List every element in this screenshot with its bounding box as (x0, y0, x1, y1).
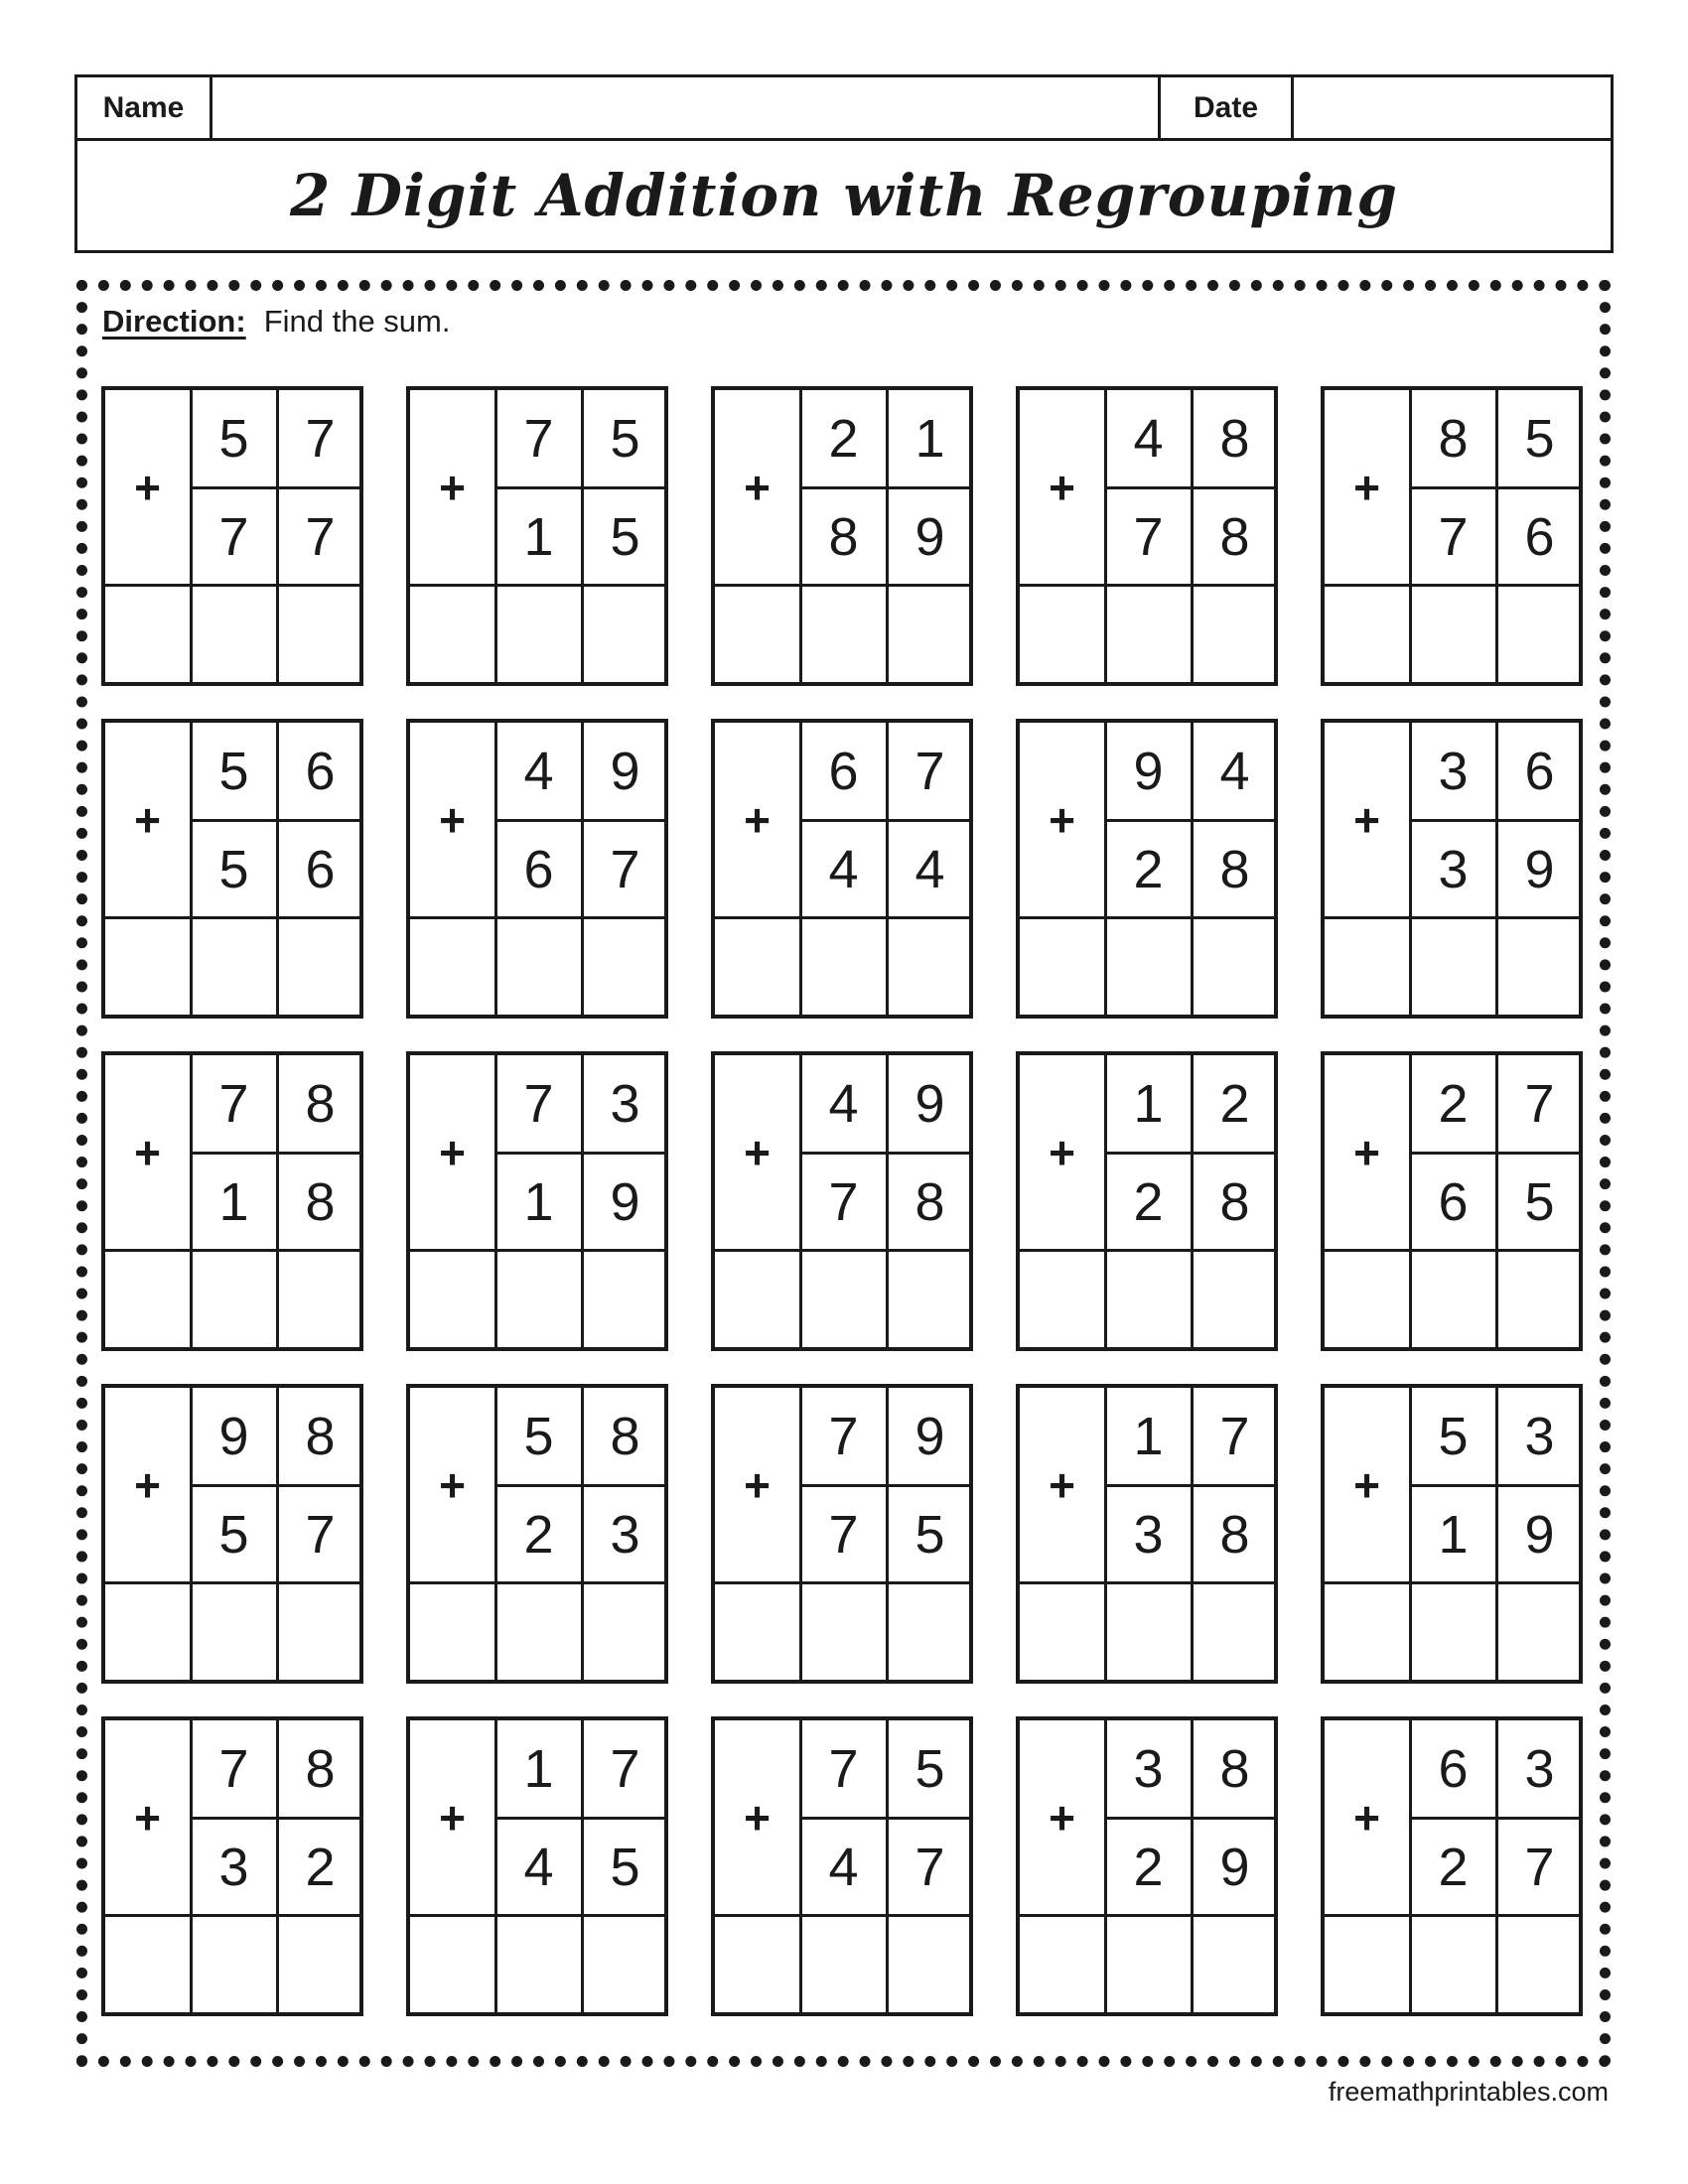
problem-box (406, 386, 668, 686)
answer-tens-cell[interactable] (802, 1252, 886, 1347)
answer-tens-cell[interactable] (1107, 587, 1191, 682)
direction (102, 304, 451, 340)
answer-ones-cell[interactable] (889, 1584, 969, 1680)
addend1-ones: 7 (1219, 1406, 1250, 1466)
plus-sign: + (134, 461, 161, 513)
answer-hundreds-cell[interactable] (715, 1584, 799, 1680)
answer-tens-cell[interactable] (497, 1252, 581, 1347)
addend1-tens: 5 (218, 408, 249, 469)
answer-ones-cell[interactable] (1498, 1917, 1579, 2012)
addend2-ones: 8 (1219, 506, 1250, 567)
answer-hundreds-cell[interactable] (105, 587, 190, 682)
direction-label: Direction: (102, 304, 246, 339)
plus-sign: + (1049, 1791, 1075, 1843)
plus-sign: + (439, 793, 466, 846)
addend2-tens: 2 (1133, 1837, 1164, 1897)
addend1-ones: 3 (1524, 1406, 1555, 1466)
problem-box (1321, 719, 1583, 1019)
problem-box (1016, 1051, 1278, 1351)
plus-sign: + (744, 793, 771, 846)
addend2-ones: 7 (914, 1837, 945, 1897)
answer-ones-cell[interactable] (1194, 587, 1274, 682)
addend1-ones: 4 (1219, 741, 1250, 801)
answer-hundreds-cell[interactable] (410, 1584, 494, 1680)
problem-box (406, 1384, 668, 1684)
answer-tens-cell[interactable] (497, 1917, 581, 2012)
plus-sign: + (744, 461, 771, 513)
answer-hundreds-cell[interactable] (410, 1917, 494, 2012)
answer-hundreds-cell[interactable] (1325, 919, 1409, 1015)
addend2-tens: 7 (828, 1171, 859, 1232)
addend2-tens: 4 (523, 1837, 554, 1897)
plus-sign: + (744, 1458, 771, 1511)
addend1-tens: 5 (523, 1406, 554, 1466)
addend2-ones: 8 (914, 1171, 945, 1232)
addend2-tens: 3 (1133, 1504, 1164, 1565)
answer-ones-cell[interactable] (279, 919, 359, 1015)
problem-box (1321, 1716, 1583, 2016)
problem-box (101, 1716, 363, 2016)
problem-box (1321, 1384, 1583, 1684)
problem-box (711, 1384, 973, 1684)
addend1-ones: 8 (305, 1073, 336, 1134)
addend1-ones: 2 (1219, 1073, 1250, 1134)
addend1-ones: 7 (914, 741, 945, 801)
addend1-tens: 7 (218, 1738, 249, 1799)
direction-text: Find the sum. (263, 304, 451, 339)
plus-sign: + (134, 793, 161, 846)
plus-sign: + (1353, 1126, 1380, 1178)
answer-ones-cell[interactable] (1194, 1917, 1274, 2012)
addend2-tens: 1 (523, 1171, 554, 1232)
answer-hundreds-cell[interactable] (410, 919, 494, 1015)
addend2-ones: 9 (1219, 1837, 1250, 1897)
answer-tens-cell[interactable] (193, 587, 276, 682)
answer-hundreds-cell[interactable] (715, 1917, 799, 2012)
addend2-tens: 7 (1438, 506, 1469, 567)
answer-hundreds-cell[interactable] (1020, 1584, 1104, 1680)
addend2-tens: 2 (1133, 839, 1164, 899)
addend1-ones: 8 (305, 1738, 336, 1799)
answer-tens-cell[interactable] (802, 587, 886, 682)
addend2-ones: 8 (305, 1171, 336, 1232)
addend2-ones: 7 (610, 839, 640, 899)
answer-tens-cell[interactable] (802, 919, 886, 1015)
addend2-ones: 9 (610, 1171, 640, 1232)
plus-sign: + (1353, 1791, 1380, 1843)
problem-box (101, 1051, 363, 1351)
addend1-ones: 9 (914, 1073, 945, 1134)
answer-tens-cell[interactable] (802, 1917, 886, 2012)
addend1-ones: 3 (1524, 1738, 1555, 1799)
addend2-tens: 3 (1438, 839, 1469, 899)
addend1-tens: 4 (1133, 408, 1164, 469)
answer-ones-cell[interactable] (279, 1917, 359, 2012)
answer-hundreds-cell[interactable] (715, 919, 799, 1015)
addend2-ones: 7 (305, 1504, 336, 1565)
addend1-ones: 5 (610, 408, 640, 469)
answer-ones-cell[interactable] (889, 587, 969, 682)
answer-tens-cell[interactable] (193, 1917, 276, 2012)
answer-hundreds-cell[interactable] (105, 1917, 190, 2012)
worksheet-header (74, 74, 1614, 253)
problem-box (101, 386, 363, 686)
addend1-tens: 6 (828, 741, 859, 801)
addend1-tens: 5 (218, 741, 249, 801)
answer-ones-cell[interactable] (279, 587, 359, 682)
problem-box (1321, 1051, 1583, 1351)
answer-hundreds-cell[interactable] (410, 1252, 494, 1347)
answer-tens-cell[interactable] (1412, 919, 1495, 1015)
problem-box (406, 719, 668, 1019)
answer-tens-cell[interactable] (1412, 1584, 1495, 1680)
name-label: Name (77, 77, 212, 138)
addend2-ones: 5 (610, 506, 640, 567)
addend2-tens: 5 (218, 839, 249, 899)
addend2-tens: 2 (523, 1504, 554, 1565)
addend2-ones: 2 (305, 1837, 336, 1897)
problem-box (1016, 386, 1278, 686)
answer-hundreds-cell[interactable] (105, 919, 190, 1015)
addend2-tens: 7 (1133, 506, 1164, 567)
plus-sign: + (1353, 1458, 1380, 1511)
problem-box (101, 719, 363, 1019)
answer-ones-cell[interactable] (889, 919, 969, 1015)
plus-sign: + (1049, 1126, 1075, 1178)
plus-sign: + (134, 1791, 161, 1843)
addend2-ones: 3 (610, 1504, 640, 1565)
answer-ones-cell[interactable] (584, 587, 664, 682)
answer-tens-cell[interactable] (1412, 1252, 1495, 1347)
addend1-ones: 8 (610, 1406, 640, 1466)
answer-ones-cell[interactable] (1194, 1584, 1274, 1680)
problem-box (711, 386, 973, 686)
addend1-tens: 4 (523, 741, 554, 801)
addend2-tens: 4 (828, 839, 859, 899)
addend1-ones: 6 (305, 741, 336, 801)
addend2-ones: 7 (305, 506, 336, 567)
answer-hundreds-cell[interactable] (1325, 1917, 1409, 2012)
answer-tens-cell[interactable] (1107, 1584, 1191, 1680)
problem-box (711, 1716, 973, 2016)
addend1-tens: 1 (1133, 1073, 1164, 1134)
addend2-tens: 5 (218, 1504, 249, 1565)
addend2-tens: 1 (218, 1171, 249, 1232)
answer-tens-cell[interactable] (497, 587, 581, 682)
answer-tens-cell[interactable] (1412, 1917, 1495, 2012)
plus-sign: + (1049, 461, 1075, 513)
addend1-ones: 5 (914, 1738, 945, 1799)
footer-site: freemathprintables.com (1328, 2077, 1609, 2107)
addend1-tens: 7 (828, 1738, 859, 1799)
date-field[interactable] (1294, 77, 1611, 138)
answer-ones-cell[interactable] (1498, 1584, 1579, 1680)
addend1-tens: 4 (828, 1073, 859, 1134)
addend2-tens: 6 (523, 839, 554, 899)
problem-box (1016, 1716, 1278, 2016)
answer-hundreds-cell[interactable] (105, 1252, 190, 1347)
addend2-ones: 8 (1219, 1504, 1250, 1565)
addend2-tens: 2 (1438, 1837, 1469, 1897)
plus-sign: + (1049, 1458, 1075, 1511)
addend2-ones: 8 (1219, 839, 1250, 899)
addend1-ones: 7 (305, 408, 336, 469)
answer-hundreds-cell[interactable] (715, 587, 799, 682)
addend2-ones: 9 (1524, 1504, 1555, 1565)
answer-tens-cell[interactable] (1107, 919, 1191, 1015)
answer-hundreds-cell[interactable] (715, 1252, 799, 1347)
problem-box (711, 1051, 973, 1351)
plus-sign: + (439, 461, 466, 513)
answer-hundreds-cell[interactable] (1325, 587, 1409, 682)
addend2-tens: 6 (1438, 1171, 1469, 1232)
answer-ones-cell[interactable] (1498, 919, 1579, 1015)
answer-ones-cell[interactable] (584, 919, 664, 1015)
addend1-tens: 2 (828, 408, 859, 469)
answer-ones-cell[interactable] (279, 1252, 359, 1347)
answer-hundreds-cell[interactable] (105, 1584, 190, 1680)
addend1-ones: 8 (1219, 408, 1250, 469)
addend1-tens: 7 (218, 1073, 249, 1134)
answer-tens-cell[interactable] (193, 1584, 276, 1680)
addend2-ones: 5 (1524, 1171, 1555, 1232)
addend1-ones: 8 (305, 1406, 336, 1466)
problem-box (406, 1051, 668, 1351)
addend2-tens: 7 (828, 1504, 859, 1565)
name-field[interactable] (212, 77, 1161, 138)
addend1-ones: 1 (914, 408, 945, 469)
answer-ones-cell[interactable] (889, 1917, 969, 2012)
answer-tens-cell[interactable] (802, 1584, 886, 1680)
answer-hundreds-cell[interactable] (410, 587, 494, 682)
answer-hundreds-cell[interactable] (1325, 1584, 1409, 1680)
answer-tens-cell[interactable] (193, 1252, 276, 1347)
addend2-tens: 2 (1133, 1171, 1164, 1232)
addend2-ones: 6 (1524, 506, 1555, 567)
answer-tens-cell[interactable] (1412, 587, 1495, 682)
addend1-tens: 3 (1438, 741, 1469, 801)
problem-box (406, 1716, 668, 2016)
addend1-tens: 8 (1438, 408, 1469, 469)
addend1-tens: 3 (1133, 1738, 1164, 1799)
addend1-tens: 6 (1438, 1738, 1469, 1799)
addend1-tens: 7 (828, 1406, 859, 1466)
problem-box (1321, 386, 1583, 686)
plus-sign: + (1049, 793, 1075, 846)
answer-tens-cell[interactable] (193, 919, 276, 1015)
problem-box (1016, 1384, 1278, 1684)
addend1-tens: 7 (523, 1073, 554, 1134)
plus-sign: + (134, 1126, 161, 1178)
addend1-tens: 1 (1133, 1406, 1164, 1466)
answer-ones-cell[interactable] (1498, 587, 1579, 682)
addend2-tens: 3 (218, 1837, 249, 1897)
addend1-ones: 9 (610, 741, 640, 801)
addend1-tens: 9 (218, 1406, 249, 1466)
answer-hundreds-cell[interactable] (1020, 919, 1104, 1015)
plus-sign: + (439, 1126, 466, 1178)
addend1-ones: 5 (1524, 408, 1555, 469)
name-date-row (77, 77, 1611, 141)
plus-sign: + (439, 1791, 466, 1843)
addend1-ones: 6 (1524, 741, 1555, 801)
answer-ones-cell[interactable] (584, 1917, 664, 2012)
addend1-ones: 9 (914, 1406, 945, 1466)
answer-tens-cell[interactable] (1107, 1252, 1191, 1347)
addend2-tens: 4 (828, 1837, 859, 1897)
addend2-ones: 6 (305, 839, 336, 899)
answer-hundreds-cell[interactable] (1325, 1252, 1409, 1347)
answer-ones-cell[interactable] (889, 1252, 969, 1347)
worksheet-title: 2 Digit Addition with Regrouping (290, 162, 1398, 229)
addend1-tens: 5 (1438, 1406, 1469, 1466)
addend2-ones: 5 (610, 1837, 640, 1897)
addend1-tens: 9 (1133, 741, 1164, 801)
plus-sign: + (744, 1791, 771, 1843)
answer-ones-cell[interactable] (584, 1584, 664, 1680)
answer-ones-cell[interactable] (1194, 1252, 1274, 1347)
addend1-ones: 3 (610, 1073, 640, 1134)
plus-sign: + (744, 1126, 771, 1178)
addend1-ones: 7 (1524, 1073, 1555, 1134)
answer-hundreds-cell[interactable] (1020, 1917, 1104, 2012)
answer-hundreds-cell[interactable] (1020, 587, 1104, 682)
addend2-tens: 7 (218, 506, 249, 567)
answer-tens-cell[interactable] (497, 919, 581, 1015)
date-label: Date (1161, 77, 1294, 138)
answer-ones-cell[interactable] (584, 1252, 664, 1347)
plus-sign: + (134, 1458, 161, 1511)
addend2-tens: 1 (523, 506, 554, 567)
addend1-ones: 7 (610, 1738, 640, 1799)
addend2-ones: 7 (1524, 1837, 1555, 1897)
answer-tens-cell[interactable] (497, 1584, 581, 1680)
addend2-ones: 8 (1219, 1171, 1250, 1232)
answer-ones-cell[interactable] (1194, 919, 1274, 1015)
addend2-tens: 8 (828, 506, 859, 567)
plus-sign: + (1353, 461, 1380, 513)
addend2-ones: 5 (914, 1504, 945, 1565)
answer-hundreds-cell[interactable] (1020, 1252, 1104, 1347)
problem-box (1016, 719, 1278, 1019)
addend2-ones: 9 (914, 506, 945, 567)
answer-tens-cell[interactable] (1107, 1917, 1191, 2012)
addend1-tens: 7 (523, 408, 554, 469)
addend1-tens: 1 (523, 1738, 554, 1799)
addend1-ones: 8 (1219, 1738, 1250, 1799)
problem-box (101, 1384, 363, 1684)
plus-sign: + (439, 1458, 466, 1511)
plus-sign: + (1353, 793, 1380, 846)
answer-ones-cell[interactable] (1498, 1252, 1579, 1347)
addend2-tens: 1 (1438, 1504, 1469, 1565)
problem-grid (101, 386, 1583, 2014)
answer-ones-cell[interactable] (279, 1584, 359, 1680)
addend1-tens: 2 (1438, 1073, 1469, 1134)
problem-box (711, 719, 973, 1019)
addend2-ones: 9 (1524, 839, 1555, 899)
addend2-ones: 4 (914, 839, 945, 899)
